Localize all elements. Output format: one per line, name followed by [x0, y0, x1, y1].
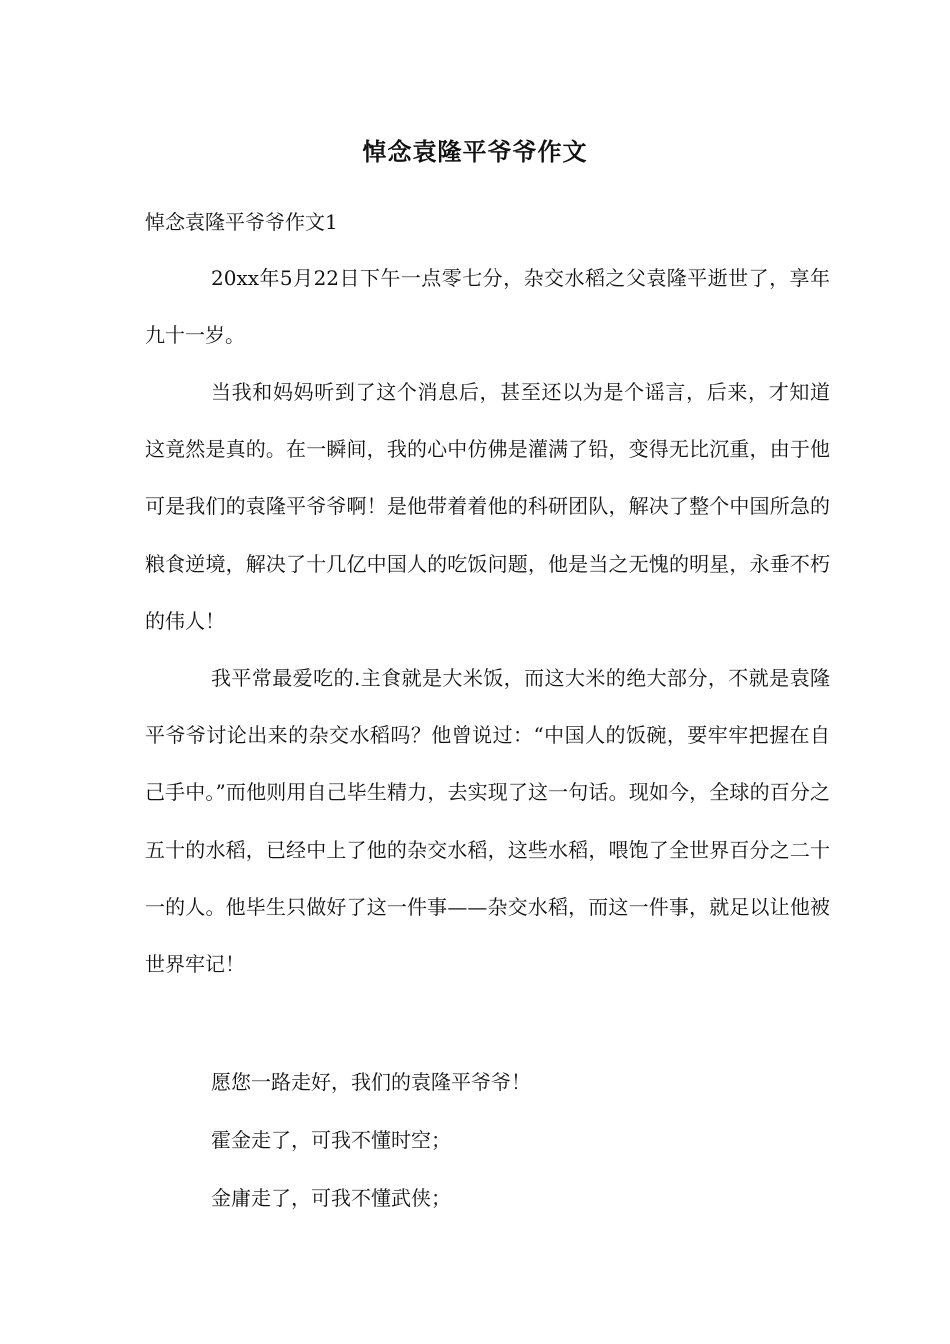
essay-subtitle: 悼念袁隆平爷爷作文1 [145, 210, 338, 234]
closing-line-2: 霍金走了，可我不懂时空； [211, 1128, 451, 1152]
closing-line-3: 金庸走了，可我不懂武侠； [211, 1186, 451, 1210]
closing-line-1: 愿您一路走好，我们的袁隆平爷爷！ [211, 1070, 531, 1094]
document-title: 悼念袁隆平爷爷作文 [362, 137, 588, 166]
paragraph-1: 20xx年5月22日下午一点零七分，杂交水稻之父袁隆平逝世了，享年九十一岁。 [145, 266, 830, 348]
paragraph-3: 我平常最爱吃的.主食就是大米饭，而这大米的绝大部分，不就是袁隆平爷爷讨论出来的杂交水稻吗？他曾说过：“中国人的饭碗，要牢牢把握在自己手中。”而他则用自己毕生精力，去实现了这一句话。现如今，全球的百分之五十的水稻，已经中上了他的杂交水稻，这些水稻，喂饱了全世界百分之二十一的人。他毕生只做好了这一件事——杂交水稻，而这一件事，就足以让他被世界牢记！ [145, 666, 830, 977]
paragraph-2: 当我和妈妈听到了这个消息后，甚至还以为是个谣言，后来，才知道这竟然是真的。在一瞬间，我的心中仿佛是灌满了铅，变得无比沉重，由于他可是我们的袁隆平爷爷啊！是他带着着他的科研团队，解决了整个中国所急的粮食逆境，解决了十几亿中国人的吃饭问题，他是当之无愧的明星，永垂不朽的伟人！ [145, 380, 830, 633]
